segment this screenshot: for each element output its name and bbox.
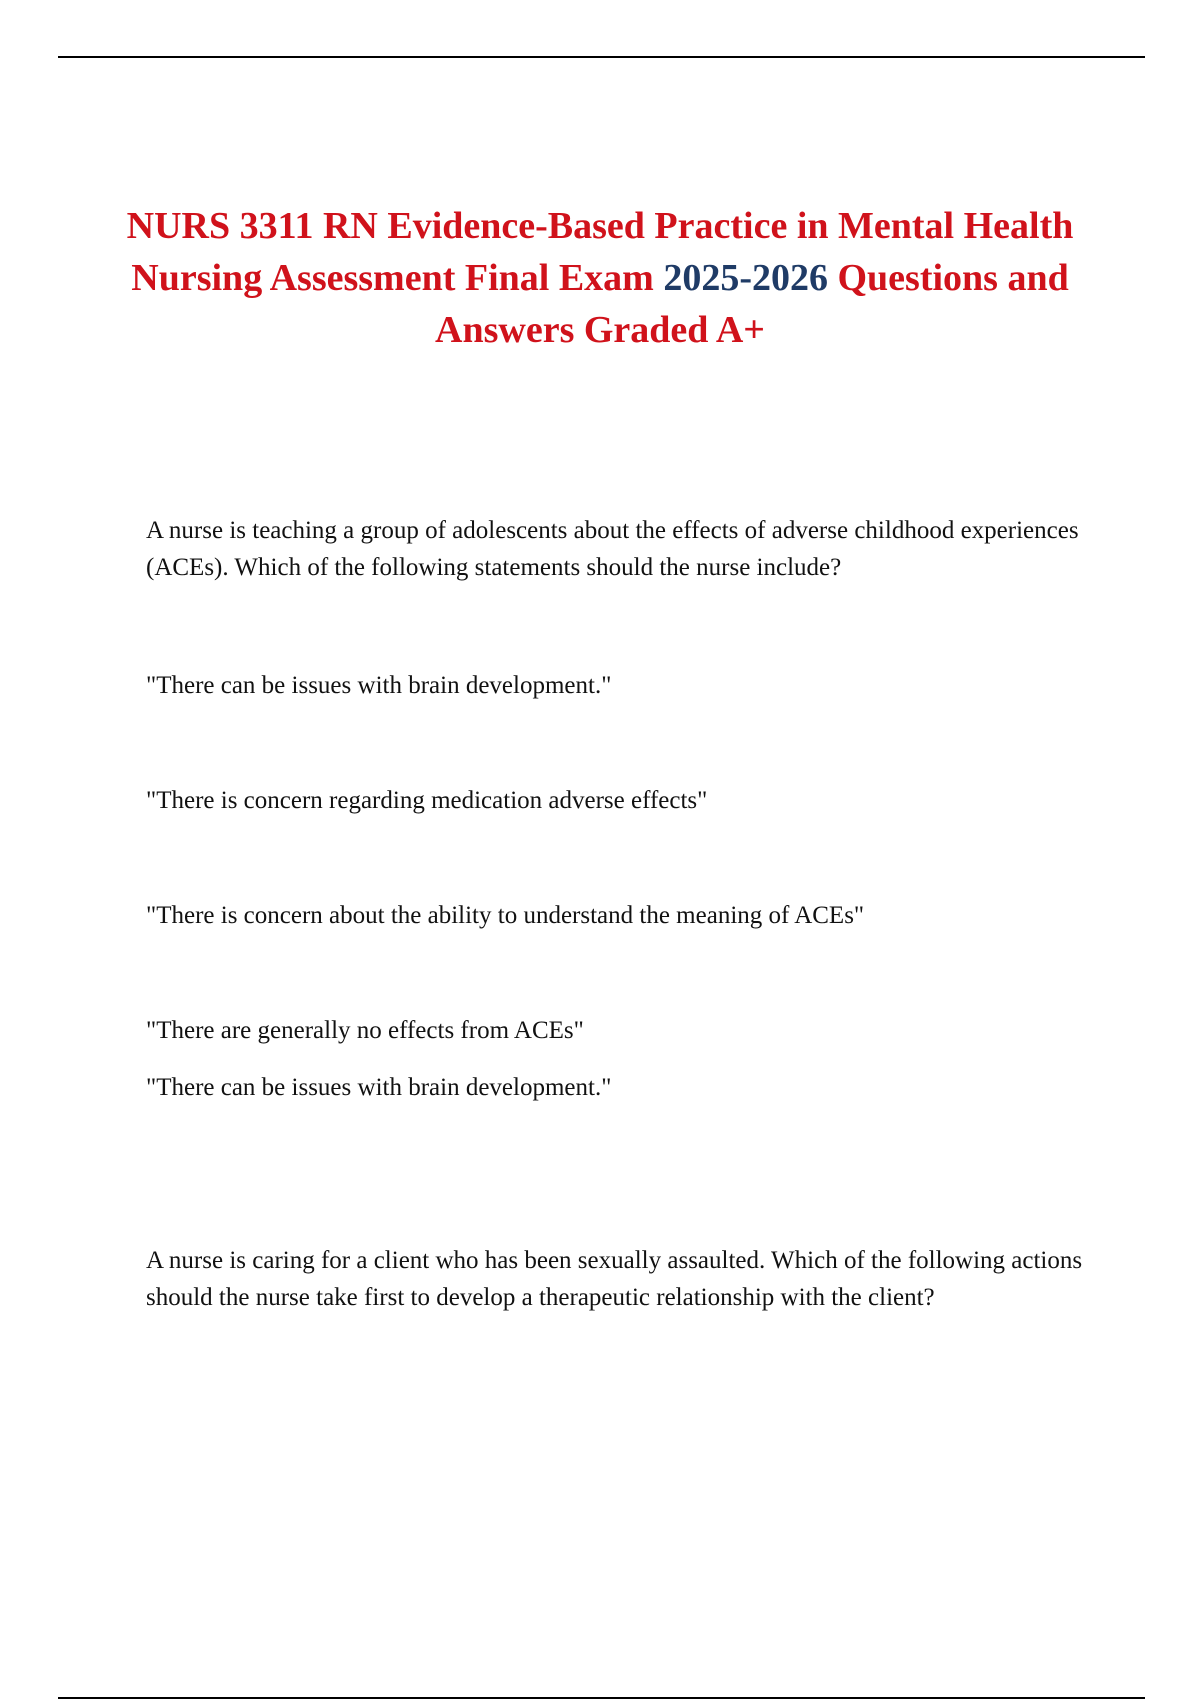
question-1-answer: "There can be issues with brain development." bbox=[146, 1074, 612, 1101]
top-rule bbox=[58, 56, 1145, 58]
question-1-option-2: "There is concern regarding medication adverse effects" bbox=[146, 787, 708, 814]
question-1-text: A nurse is teaching a group of adolescents about the effects of adverse childhood experiences (ACEs). Which of the following statements should the nurse include? bbox=[146, 517, 1079, 581]
title-part-1: NURS 3311 RN Evidence-Based Practice in Mental Health Nursing Assessment Final Exam bbox=[126, 205, 1074, 299]
document-title bbox=[120, 200, 1080, 356]
question-2-text: A nurse is caring for a client who has been sexually assaulted. Which of the following actions should the nurse take first to develop a therapeutic relationship with the client? bbox=[146, 1247, 1083, 1311]
title-part-2: Questions and Answers Graded A+ bbox=[435, 257, 1069, 351]
question-1-option-3: "There is concern about the ability to understand the meaning of ACEs" bbox=[146, 902, 865, 929]
title-year: 2025-2026 bbox=[663, 257, 828, 299]
bottom-rule bbox=[58, 1697, 1145, 1699]
question-1-option-1: "There can be issues with brain development." bbox=[146, 672, 612, 699]
question-1-option-4: "There are generally no effects from ACEs" bbox=[146, 1017, 584, 1044]
